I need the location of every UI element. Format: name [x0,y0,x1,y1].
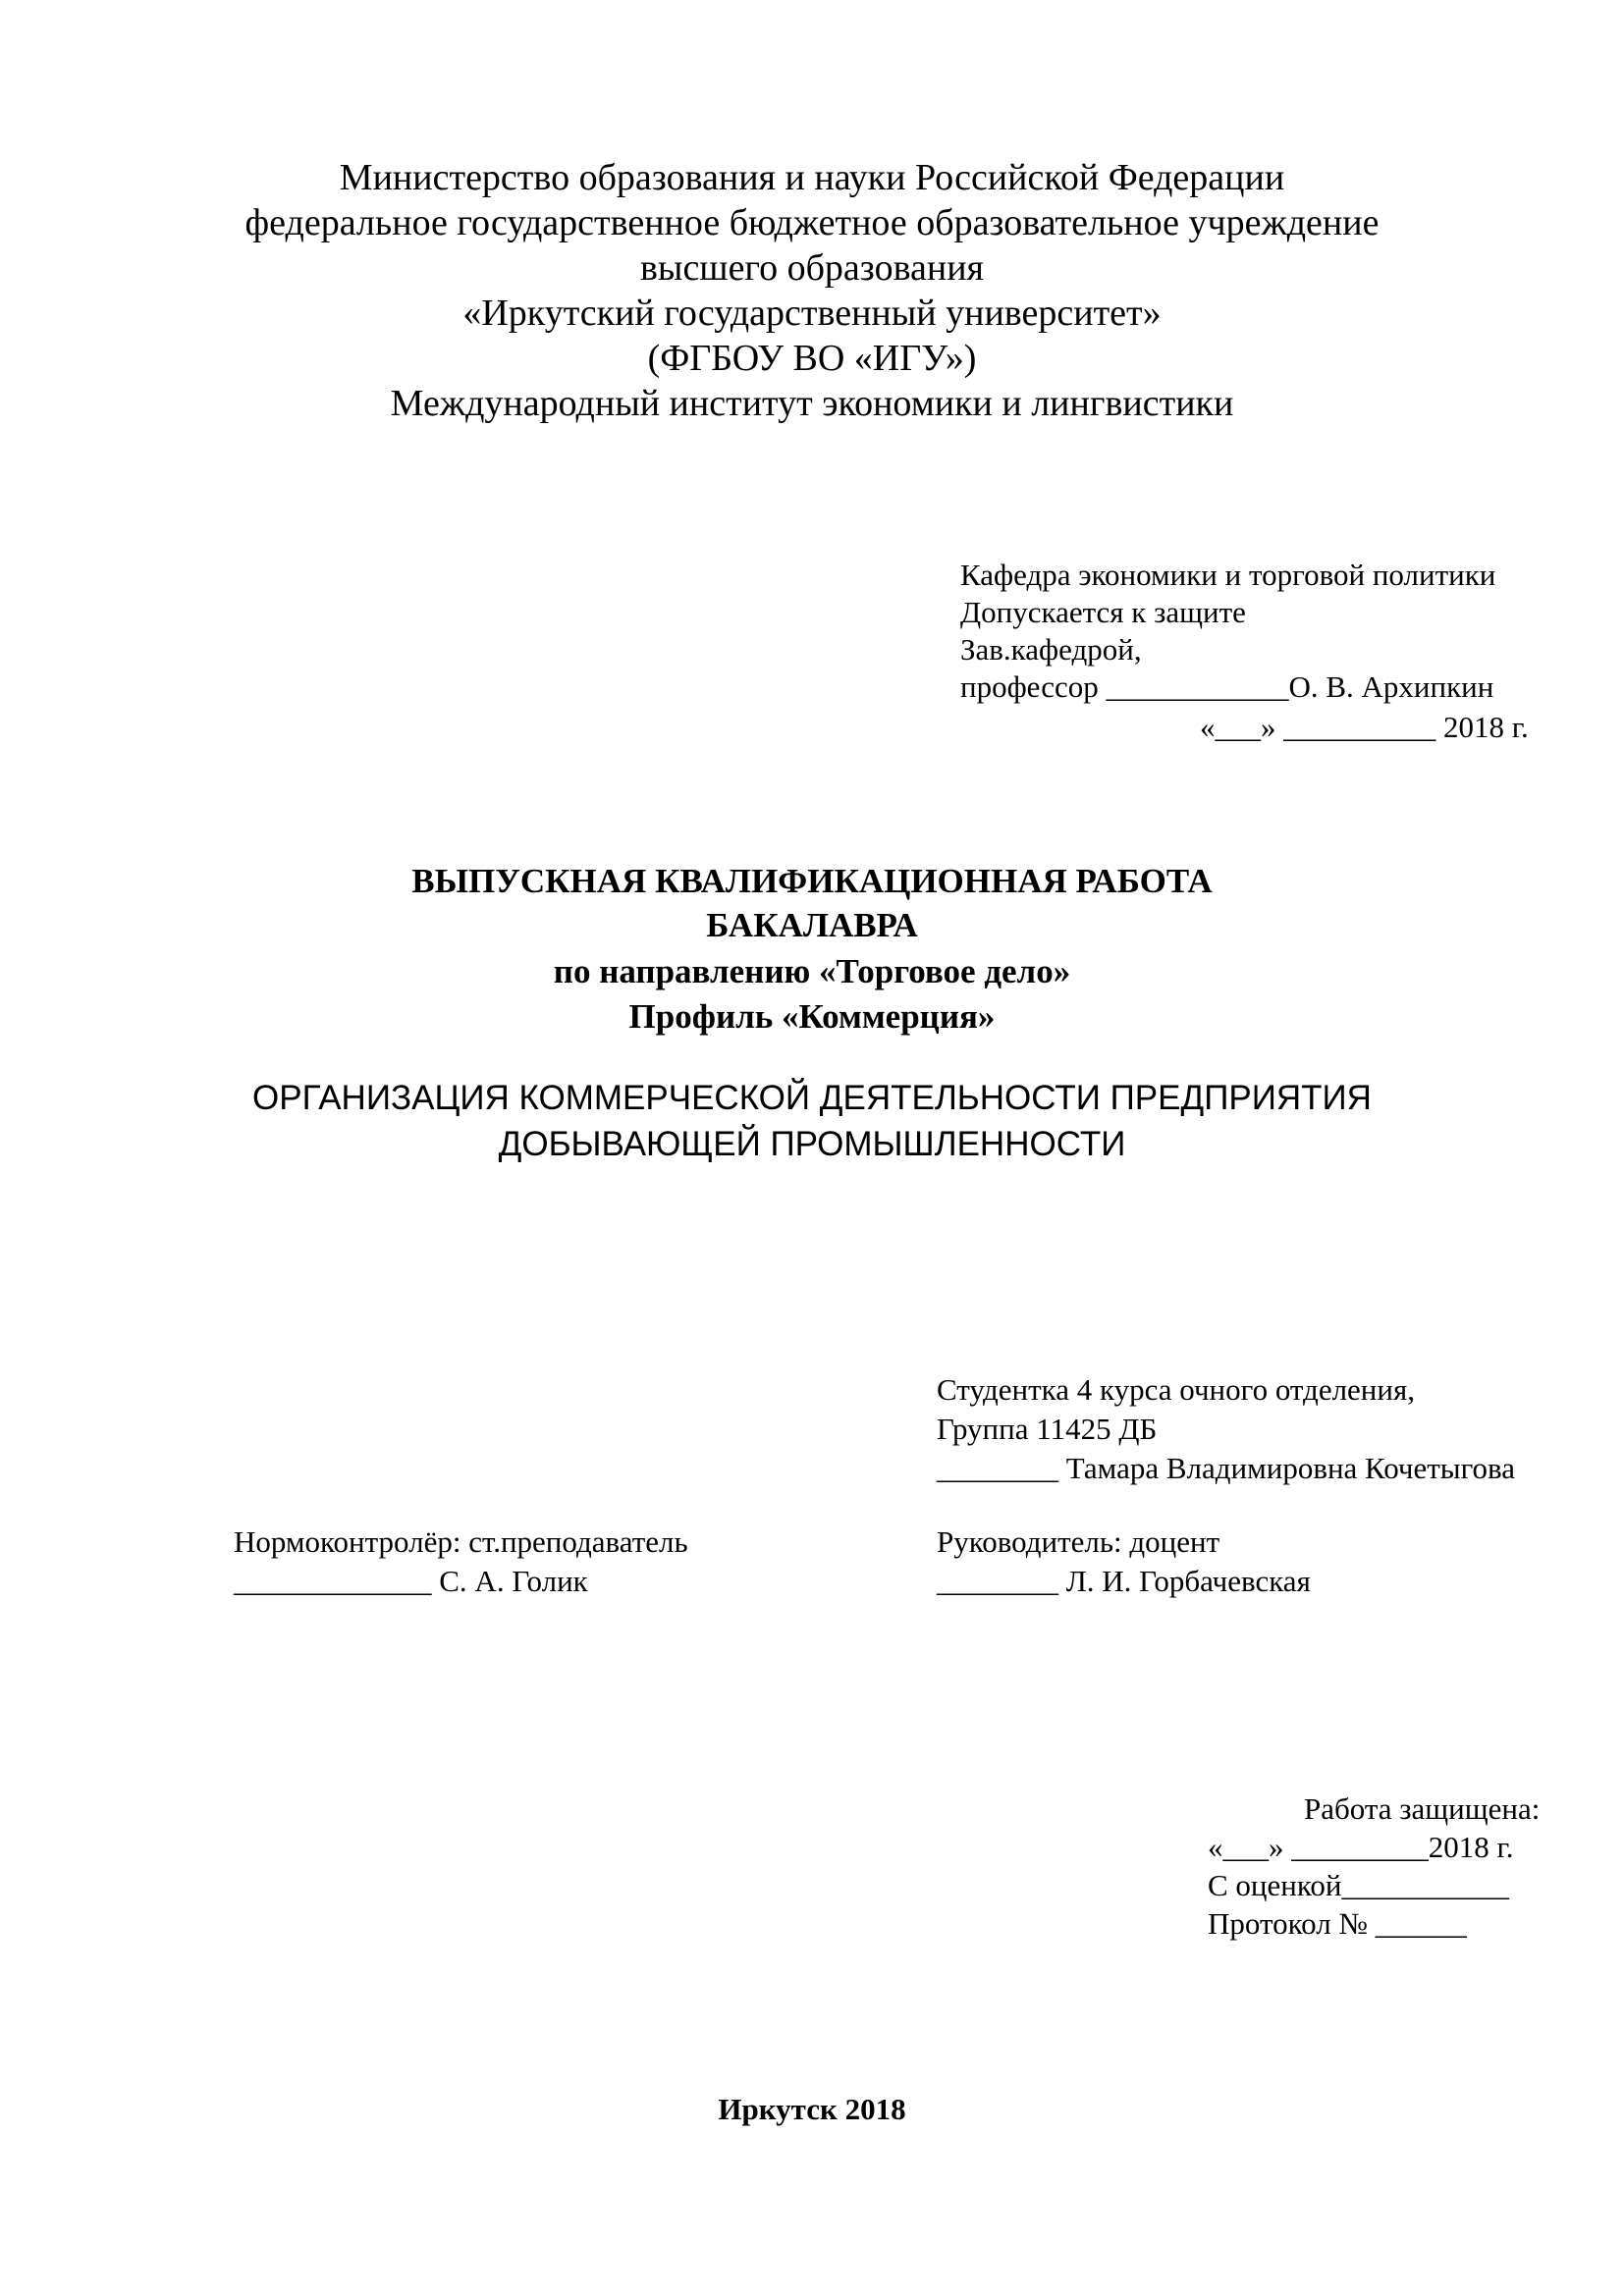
defense-protocol: Протокол № ______ [1208,1906,1467,1941]
head-of-department: Зав.кафедрой, [960,632,1142,667]
university-name-line: «Иркутский государственный университет» [462,293,1162,334]
work-title-line-2: БАКАЛАВРА [706,906,918,944]
topic-line-2: ДОБЫВАЮЩЕЙ ПРОМЫШЛЕННОСТИ [498,1125,1126,1163]
profile-line: Профиль «Коммерция» [628,997,996,1036]
university-abbr-line: (ФГБОУ ВО «ИГУ») [647,338,977,379]
approval-date: «___» __________ 2018 г. [1200,710,1529,744]
supervisor-signature: ________ Л. И. Горбачевская [937,1564,1311,1598]
defense-date: «___» _________2018 г. [1208,1830,1514,1864]
education-level-line: высшего образования [639,247,985,289]
student-group: Группа 11425 ДБ [937,1412,1158,1446]
normcontrol-role: Нормоконтролёр: ст.преподаватель [234,1524,688,1559]
institute-line: Международный институт экономики и лингвистики [390,383,1234,424]
supervisor-role: Руководитель: доцент [937,1524,1220,1559]
professor-signature: профессор ____________О. В. Архипкин [960,669,1494,704]
admit-to-defense: Допускается к защите [960,595,1246,629]
city-year: Иркутск 2018 [718,2092,906,2126]
defense-grade: С оценкой___________ [1208,1868,1509,1902]
institution-type-line: федеральное государственное бюджетное образовательное учреждение [244,202,1380,243]
work-title-line-1: ВЫПУСКНАЯ КВАЛИФИКАЦИОННАЯ РАБОТА [411,862,1213,900]
department-name: Кафедра экономики и торговой политики [960,558,1496,592]
defense-status: Работа защищена: [1304,1791,1541,1826]
direction-line: по направлению «Торговое дело» [553,952,1071,990]
student-course: Студентка 4 курса очного отделения, [937,1372,1415,1407]
normcontrol-signature: _____________ С. А. Голик [234,1564,588,1598]
topic-line-1: ОРГАНИЗАЦИЯ КОММЕРЧЕСКОЙ ДЕЯТЕЛЬНОСТИ ПРЕДПРИЯТИЯ [252,1079,1372,1117]
student-signature: ________ Тамара Владимировна Кочетыгова [937,1451,1516,1485]
ministry-line: Министерство образования и науки Российской Федерации [339,157,1285,198]
